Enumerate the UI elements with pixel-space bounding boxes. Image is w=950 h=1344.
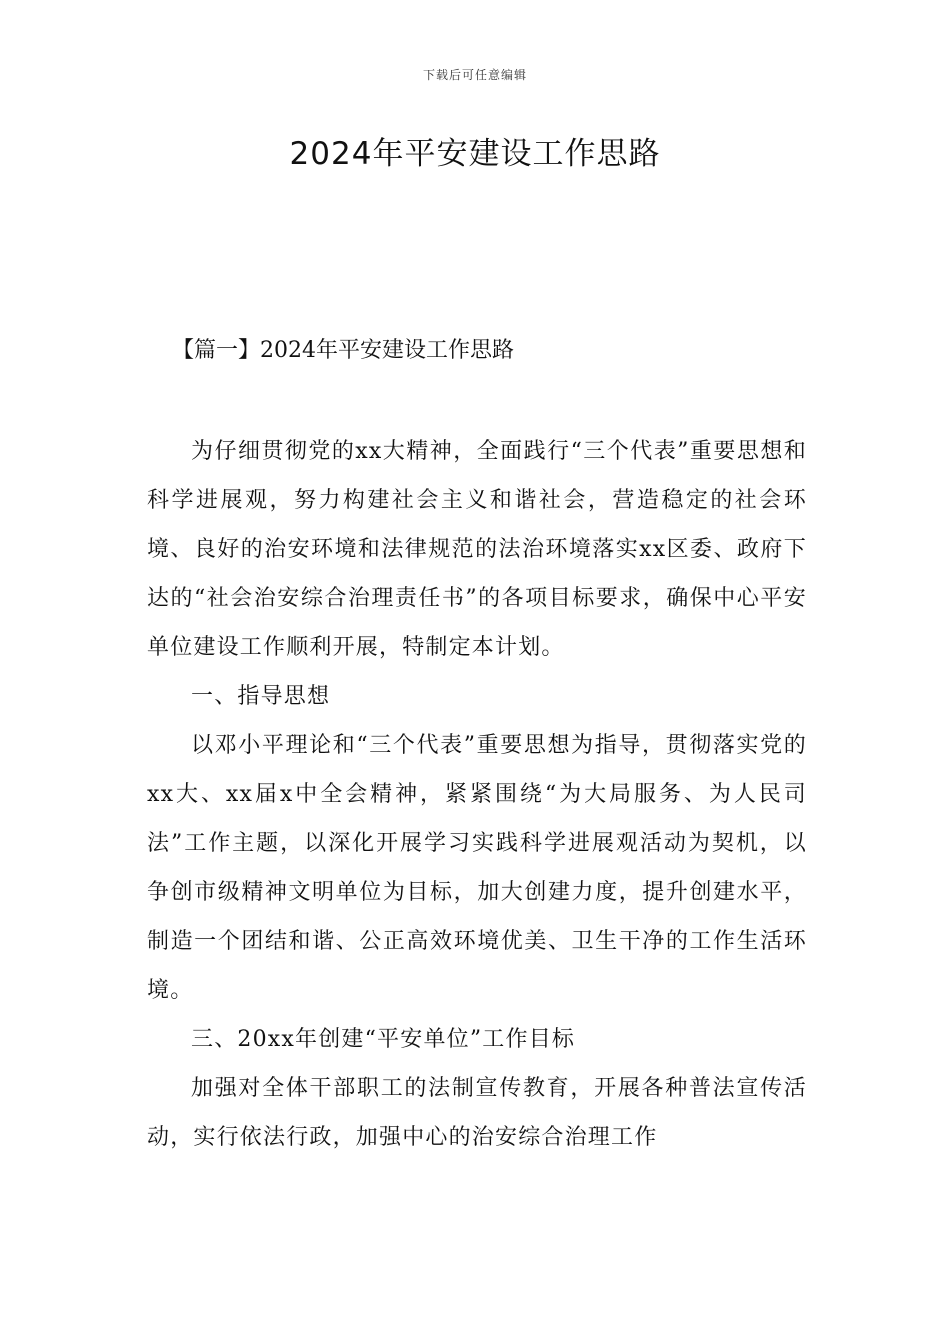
heading-work-goals: 三、20xx年创建“平安单位”工作目标 — [191, 1027, 576, 1052]
paragraph-guiding-thought: 以邓小平理论和“三个代表”重要思想为指导，贯彻落实党的xx大、xx届x中全会精神，紧紧围绕“为大局服务、为人民司法”工作主题，以深化开展学习实践科学进展观活动为契机，以争创市级精神文明单位为目标，加大创建力度，提升创建水平，制造一个团结和谐、公正高效环境优美、卫生干净的工作生活环境。 — [147, 733, 807, 1003]
paragraph-intro: 为仔细贯彻党的xx大精神，全面践行“三个代表”重要思想和科学进展观，努力构建社会主义和谐社会，营造稳定的社会环境、良好的治安环境和法律规范的法治环境落实xx区委、政府下达的“社会治安综合治理责任书”的各项目标要求，确保中心平安单位建设工作顺利开展，特制定本计划。 — [147, 439, 807, 660]
paragraph-work-goals: 加强对全体干部职工的法制宣传教育，开展各种普法宣传活动，实行依法行政，加强中心的治安综合治理工作 — [147, 1076, 807, 1150]
heading-guiding-thought: 一、指导思想 — [191, 684, 331, 709]
document-title: 2024年平安建设工作思路 — [289, 136, 661, 172]
document-body — [147, 427, 807, 1162]
header-note: 下载后可任意编辑 — [422, 68, 527, 82]
section-heading: 【篇一】2024年平安建设工作思路 — [172, 338, 514, 363]
